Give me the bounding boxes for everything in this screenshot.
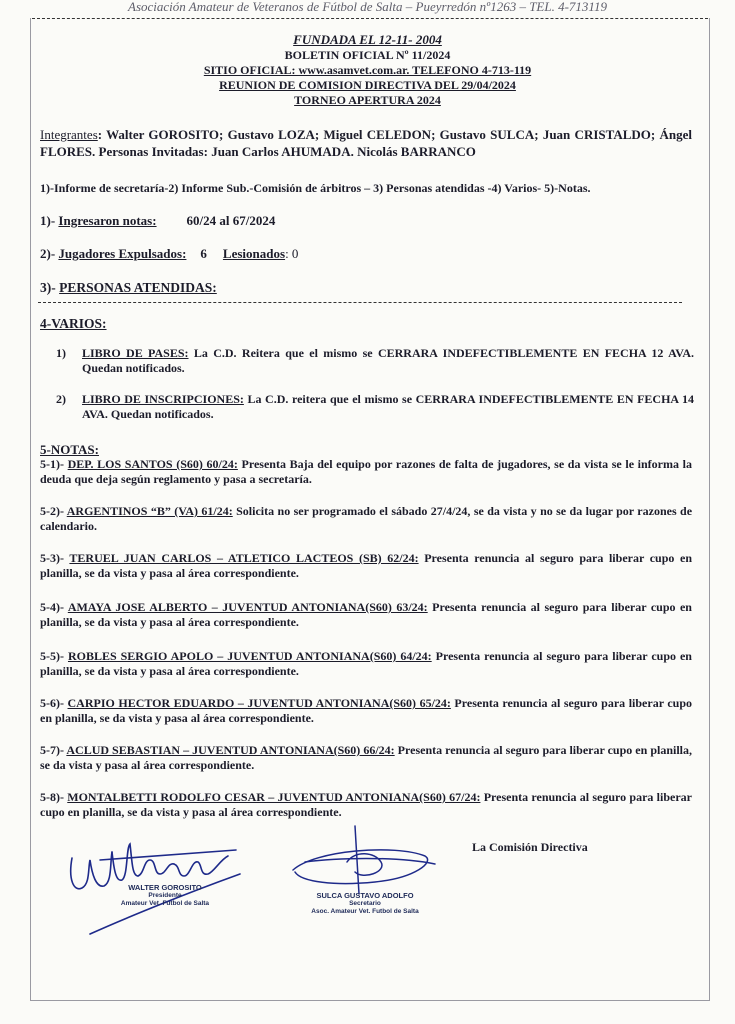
secretary-role: Secretario: [349, 900, 381, 907]
note-prefix: 5-4)-: [40, 600, 68, 614]
agenda-line: 1)-Informe de secretaría-2) Informe Sub.-Comisión de árbitros – 3) Personas atendidas -4) Varios- 5)-Notas.: [40, 181, 591, 195]
bulletin-number: BOLETIN OFICIAL Nº 11/2024: [284, 48, 451, 62]
meeting-title: REUNION DE COMISION DIRECTIVA DEL 29/04/2024: [219, 78, 516, 92]
note-prefix: 5-2)-: [40, 504, 67, 518]
section-3-label: PERSONAS ATENDIDAS:: [59, 280, 217, 295]
secretary-org: Asoc. Amateur Vet. Futbol de Salta: [311, 908, 419, 915]
note-item: [40, 457, 692, 487]
association-header: Asociación Amateur de Veteranos de Fútbol de Salta – Pueyrredón nº1263 – TEL. 4-713119: [128, 0, 607, 14]
note-prefix: 5-5)-: [40, 649, 68, 663]
note-text: Presenta renuncia al seguro para liberar cupo en planilla, se da vista y pasa al área correspondiente.: [40, 790, 692, 819]
closing-signature-line: La Comisión Directiva: [472, 840, 588, 854]
section-3-prefix: 3)-: [40, 280, 60, 295]
note-text: Presenta Baja del equipo por razones de falta de jugadores, se da vista se le informa la deuda que deja según reglamento y pasa a secretaría.: [40, 457, 692, 486]
note-item: [40, 790, 692, 820]
members-text: : Walter GOROSITO; Gustavo LOZA; Miguel CELEDON; Gustavo SULCA; Juan CRISTALDO; Ángel FLORES. Personas Invitadas: Juan Carlos AHUMADA. Nicolás BARRANCO: [40, 127, 692, 159]
secretary-name: SULCA GUSTAVO ADOLFO: [316, 891, 414, 900]
note-item: [40, 600, 692, 630]
section-4-label: 4-VARIOS:: [40, 316, 107, 331]
varios-item-text: La C.D. reitera que el mismo se CERRARA INDEFECTIBLEMENTE EN FECHA 14 AVA. Quedan notificados.: [82, 392, 695, 421]
secretary-stamp: [300, 891, 430, 916]
section-3: [40, 280, 217, 296]
note-title: MONTALBETTI RODOLFO CESAR – JUVENTUD ANTONIANA(S60) 67/24:: [67, 790, 481, 804]
note-item: [40, 696, 692, 726]
header-divider: [32, 18, 708, 19]
varios-item-number: 1): [56, 346, 66, 360]
section-1-prefix: 1)-: [40, 213, 59, 228]
notes-range: 60/24 al 67/2024: [186, 213, 276, 228]
note-item: [40, 504, 692, 534]
members-label: Integrantes: [40, 127, 98, 142]
note-title: ACLUD SEBASTIAN – JUVENTUD ANTONIANA(S60) 66/24:: [66, 743, 395, 757]
varios-item-title: LIBRO DE PASES:: [82, 346, 189, 360]
note-title: TERUEL JUAN CARLOS – ATLETICO LACTEOS (SB) 62/24:: [69, 551, 419, 565]
note-prefix: 5-6)-: [40, 696, 68, 710]
expelled-count: 6: [200, 246, 207, 261]
note-title: AMAYA JOSE ALBERTO – JUVENTUD ANTONIANA(S60) 63/24:: [67, 600, 428, 614]
note-text: Presenta renuncia al seguro para liberar cupo en planilla, se da vista y pasa al área correspondiente.: [40, 600, 692, 629]
injured-count: : 0: [285, 246, 299, 261]
note-item: [40, 649, 692, 679]
section-2-label: Jugadores Expulsados:: [58, 246, 187, 261]
secretary-signature: [285, 822, 445, 902]
varios-item-text: La C.D. Reitera que el mismo se CERRARA INDEFECTIBLEMENTE EN FECHA 12 AVA. Quedan notificados.: [82, 346, 694, 375]
section-2: [40, 246, 298, 262]
note-prefix: 5-8)-: [40, 790, 68, 804]
injured-label: Lesionados: [222, 246, 286, 261]
section-1-label: Ingresaron notas:: [58, 213, 157, 228]
section-2-prefix: 2)-: [40, 246, 59, 261]
note-prefix: 5-7)-: [40, 743, 67, 757]
note-title: DEP. LOS SANTOS (S60) 60/24:: [67, 457, 238, 471]
note-prefix: 5-1)-: [40, 457, 68, 471]
section-divider: [38, 302, 682, 303]
note-item: [40, 551, 692, 581]
president-stamp: [95, 883, 235, 908]
note-text: Solicita no ser programado el sábado 27/4/24, se da vista y no se da lugar por razones de calendario.: [40, 504, 693, 533]
note-text: Presenta renuncia al seguro para liberar cupo en planilla, se da vista y pasa al área correspondiente.: [40, 743, 693, 772]
note-text: Presenta renuncia al seguro para liberar cupo en planilla, se da vista y pasa al área correspondiente.: [40, 551, 692, 580]
note-text: Presenta renuncia al seguro para liberar cupo en planilla, se da vista y pasa al área correspondiente.: [40, 696, 692, 725]
note-title: ROBLES SERGIO APOLO – JUVENTUD ANTONIANA(S60) 64/24:: [67, 649, 432, 663]
founded-date: FUNDADA EL 12-11- 2004: [293, 32, 442, 47]
note-item: [40, 743, 692, 773]
note-prefix: 5-3)-: [40, 551, 70, 565]
varios-item-number: 2): [56, 392, 66, 406]
section-5-label: 5-NOTAS:: [40, 442, 99, 457]
official-site: SITIO OFICIAL: www.asamvet.com.ar. TELEFONO 4-713-119: [203, 63, 532, 77]
president-role: Presidente: [148, 892, 182, 899]
note-title: CARPIO HECTOR EDUARDO – JUVENTUD ANTONIANA(S60) 65/24:: [67, 696, 451, 710]
varios-item-title: LIBRO DE INSCRIPCIONES:: [82, 392, 244, 406]
section-1: [40, 213, 275, 229]
president-org: Amateur Vet. Fútbol de Salta: [120, 900, 210, 907]
note-title: ARGENTINOS “B” (VA) 61/24:: [66, 504, 233, 518]
members-paragraph: [40, 126, 692, 160]
president-name: WALTER GOROSITO: [128, 883, 202, 892]
tournament-title: TORNEO APERTURA 2024: [294, 93, 441, 107]
note-text: Presenta renuncia al seguro para liberar cupo en planilla, se da vista y pasa al área correspondiente.: [40, 649, 692, 678]
